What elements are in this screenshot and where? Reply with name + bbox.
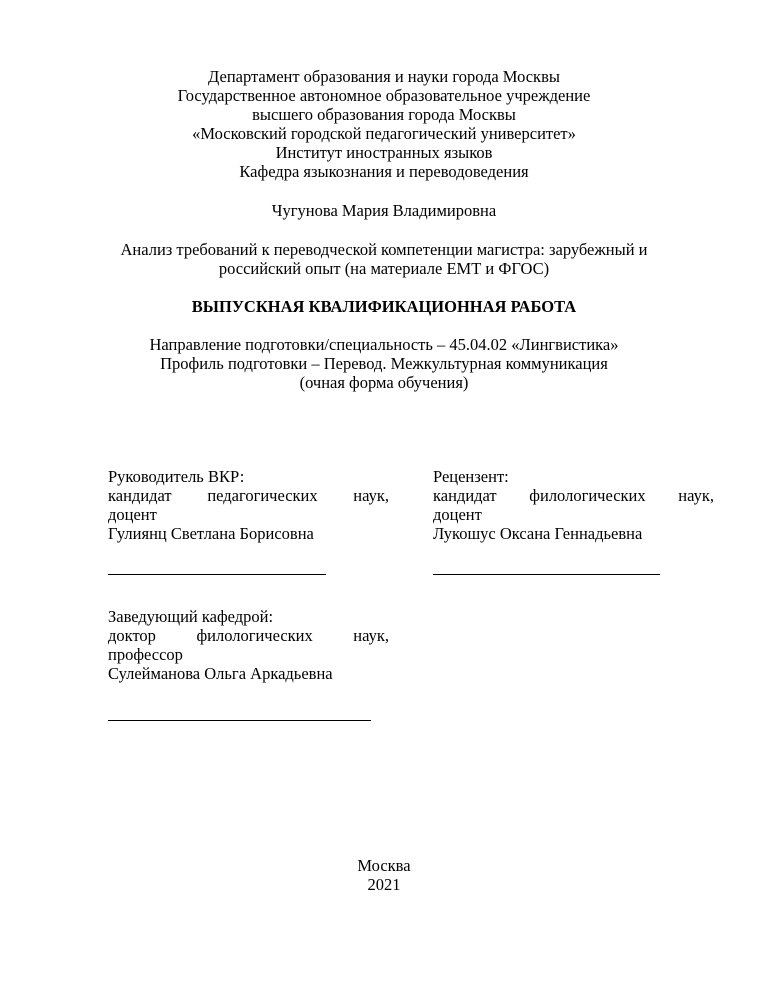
topic-line-2: российский опыт (на материале ЕМТ и ФГОС) (218, 259, 550, 278)
head-signature-line (108, 720, 371, 721)
year: 2021 (367, 875, 401, 894)
head-degree (108, 626, 389, 645)
supervisor-signature-line (108, 574, 326, 575)
institution-header (0, 67, 768, 181)
university-name: «Московский городской педагогический университет» (192, 124, 576, 143)
reviewer-name: Лукошус Оксана Геннадьевна (433, 524, 643, 543)
head-of-chair-block (108, 607, 389, 683)
supervisor-block (108, 467, 389, 543)
degree-word: кандидат (433, 486, 497, 505)
work-type-heading: ВЫПУСКНАЯ КВАЛИФИКАЦИОННАЯ РАБОТА (191, 297, 577, 316)
footer (0, 856, 768, 894)
supervisor-role: Руководитель ВКР: (108, 467, 245, 486)
reviewer-degree (433, 486, 714, 505)
direction-line: Направление подготовки/специальность – 45.04.02 «Лингвистика» (149, 335, 619, 354)
supervisor-title: доцент (108, 505, 157, 524)
reviewer-title: доцент (433, 505, 482, 524)
study-form-line: (очная форма обучения) (299, 373, 469, 392)
degree-word: наук, (353, 486, 389, 505)
topic-line-1: Анализ требований к переводческой компетенции магистра: зарубежный и (120, 240, 648, 259)
thesis-topic (0, 240, 768, 278)
degree-word: доктор (108, 626, 156, 645)
degree-word: филологических (529, 486, 646, 505)
education-level-line: высшего образования города Москвы (252, 105, 516, 124)
institution-type-line: Государственное автономное образовательное учреждение (177, 86, 591, 105)
study-direction (0, 335, 768, 392)
institute-name: Институт иностранных языков (275, 143, 493, 162)
supervisor-degree (108, 486, 389, 505)
author-name: Чугунова Мария Владимировна (271, 201, 497, 220)
degree-word: педагогических (207, 486, 318, 505)
degree-word: наук, (353, 626, 389, 645)
department-line: Департамент образования и науки города Москвы (208, 67, 560, 86)
profile-line: Профиль подготовки – Перевод. Межкультурная коммуникация (160, 354, 608, 373)
head-role: Заведующий кафедрой: (108, 607, 274, 626)
chair-name: Кафедра языкознания и переводоведения (239, 162, 529, 181)
supervisor-name: Гулиянц Светлана Борисовна (108, 524, 314, 543)
degree-word: кандидат (108, 486, 172, 505)
reviewer-block (433, 467, 714, 543)
reviewer-signature-line (433, 574, 660, 575)
head-title: профессор (108, 645, 183, 664)
head-name: Сулейманова Ольга Аркадьевна (108, 664, 333, 683)
degree-word: наук, (678, 486, 714, 505)
reviewer-role: Рецензент: (433, 467, 509, 486)
degree-word: филологических (196, 626, 313, 645)
city: Москва (357, 856, 411, 875)
